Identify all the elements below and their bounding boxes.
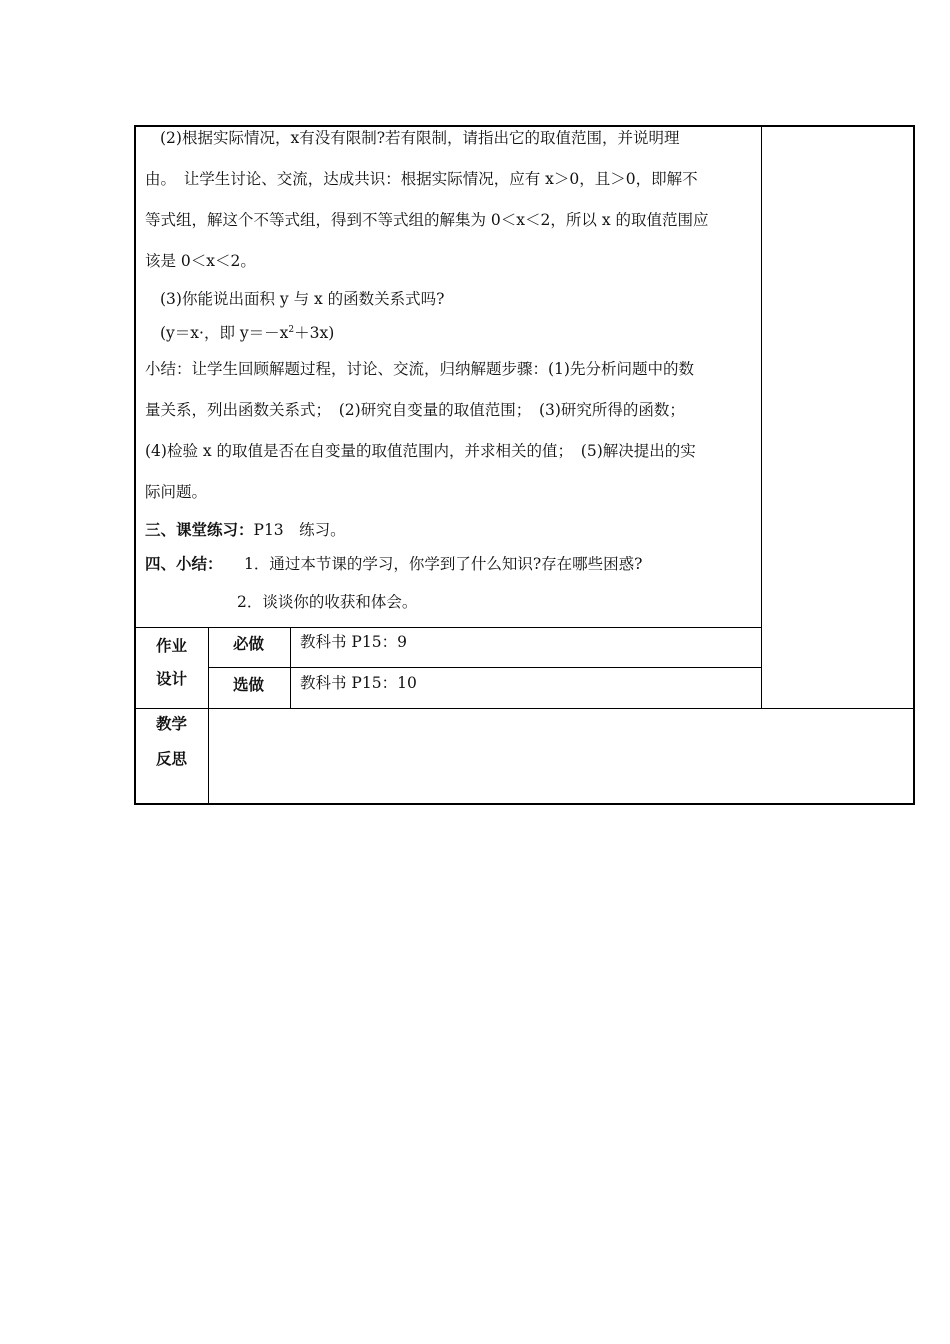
section-3-text: P13 练习。 xyxy=(253,521,346,539)
homework-label-line2: 设计 xyxy=(156,670,188,688)
formula-exponent: 2 xyxy=(288,324,295,335)
section-4-title xyxy=(145,554,223,574)
summary-line3: (4)检验 x 的取值是否在自变量的取值范围内，并求相关的值； (5)解决提出的实 xyxy=(145,442,696,460)
summary-line2: 量关系，列出函数关系式； (2)研究自变量的取值范围； (3)研究所得的函数； xyxy=(145,401,685,419)
section-4-item1: 1．通过本节课的学习，你学到了什么知识?存在哪些困惑? xyxy=(244,555,643,573)
question-3: (3)你能说出面积 y 与 x 的函数关系式吗? xyxy=(160,290,445,308)
para1-line2: 由。 让学生讨论、交流，达成共识：根据实际情况，应有 x＞0，且＞0，即解不 xyxy=(145,170,698,188)
section-3-title: 三、课堂练习： xyxy=(145,521,254,539)
summary-line4: 际问题。 xyxy=(145,483,208,501)
para1-line4: 该是 0＜x＜2。 xyxy=(145,252,256,270)
formula-part-a: (y＝x·，即 y＝－x xyxy=(160,324,289,342)
formula xyxy=(160,323,334,343)
optional-text: 教科书 P15：10 xyxy=(300,674,417,692)
section-4-label: 四、小结： xyxy=(145,555,223,573)
required-label: 必做 xyxy=(233,635,265,653)
section-3 xyxy=(145,520,346,540)
label-column-divider xyxy=(208,627,209,805)
optional-label: 选做 xyxy=(233,676,265,694)
homework-label-line1: 作业 xyxy=(156,637,188,655)
notes-column-divider xyxy=(761,127,762,708)
formula-part-b: ＋3x) xyxy=(294,324,335,342)
reflection-label-line2: 反思 xyxy=(156,750,188,768)
reflection-row-top-border xyxy=(136,708,915,709)
para1-line3: 等式组，解这个不等式组，得到不等式组的解集为 0＜x＜2，所以 x 的取值范围应 xyxy=(145,211,709,229)
sublabel-column-divider xyxy=(290,627,291,708)
para1-line1: (2)根据实际情况，x有没有限制?若有限制，请指出它的取值范围，并说明理 xyxy=(160,129,680,147)
homework-row-top-border xyxy=(136,627,761,628)
required-text: 教科书 P15：9 xyxy=(300,633,407,651)
summary-line1: 小结：让学生回顾解题过程，讨论、交流，归纳解题步骤：(1)先分析问题中的数 xyxy=(145,360,694,378)
section-4-item2: 2．谈谈你的收获和体会。 xyxy=(237,593,418,611)
reflection-label-line1: 教学 xyxy=(156,715,188,733)
